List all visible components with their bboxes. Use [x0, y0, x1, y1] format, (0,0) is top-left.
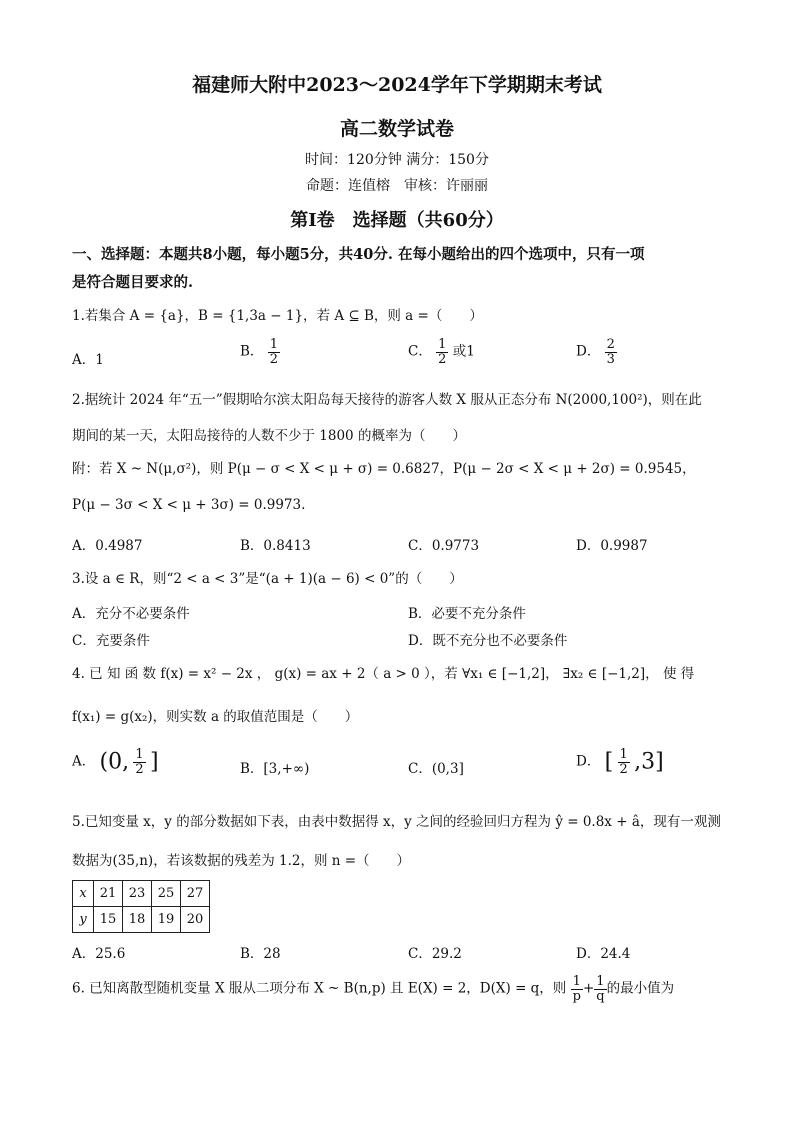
q1-option-b-num: 1: [269, 337, 278, 352]
q1-option-b-den: 2: [269, 351, 278, 367]
q2-option-c: C．0.9773: [408, 538, 480, 554]
q2-note-line2: P(μ − 3σ < X < μ + 3σ) = 0.9973.: [72, 497, 306, 513]
q5-option-b: B．28: [240, 946, 281, 962]
table-cell: 27: [181, 881, 210, 907]
q1-option-d: [576, 338, 617, 366]
q3-option-d: D．既不充分也不必要条件: [408, 633, 568, 649]
q6-fraction-1-den: p: [572, 988, 581, 1004]
q6-stem-text: 6. 已知离散型随机变量 X 服从二项分布 X ~ B(n,p) 且 E(X) = 2，D(X) = q，则: [72, 980, 567, 997]
q4-option-d: [576, 748, 664, 776]
section-instruction-1: 一、选择题：本题共8小题，每小题5分，共40分. 在每小题给出的四个选项中，只有一项: [72, 246, 645, 263]
table-cell: 15: [94, 907, 123, 933]
q6-plus: +: [582, 980, 595, 997]
q1-option-c-num: 1: [438, 337, 447, 352]
q4-option-a-den: 2: [135, 761, 144, 777]
table-row-y: [73, 907, 210, 933]
q1-option-c-suffix: 或1: [452, 343, 475, 360]
q1-option-c: [408, 338, 475, 366]
q3-option-a: A．充分不必要条件: [72, 606, 190, 622]
q4-option-a-fraction: [133, 748, 145, 776]
q6-fraction-2: [594, 975, 606, 1003]
table-cell: 18: [123, 907, 152, 933]
q4-option-c: C．(0,3]: [408, 761, 464, 777]
q1-option-c-den: 2: [438, 351, 447, 367]
q5-option-c: C．29.2: [408, 946, 462, 962]
q6-fraction-1: [571, 975, 583, 1003]
q6-stem-tail: 的最小值为: [606, 980, 675, 997]
q6-fraction-1-num: 1: [571, 975, 583, 990]
q2-option-d: D．0.9987: [576, 538, 648, 554]
q4-option-d-den: 2: [619, 761, 628, 777]
q2-stem-line1: 2.据统计 2024 年“五一”假期哈尔滨太阳岛每天接待的游客人数 X 服从正态分布 N(2000,100²)，则在此: [72, 392, 702, 408]
q5-stem-line1: 5.已知变量 x，y 的部分数据如下表，由表中数据得 x，y 之间的经验回归方程为 ŷ = 0.8x + â，现有一观测: [72, 814, 721, 830]
q2-option-a: A．0.4987: [72, 538, 143, 554]
q3-option-c: C．充要条件: [72, 633, 150, 649]
q5-data-table: [72, 880, 210, 933]
q4-stem-line1: 4. 已 知 函 数 f(x) = x² − 2x ， g(x) = ax + 2（ a > 0 ），若 ∀x₁ ∈ [−1,2]， ∃x₂ ∈ [−1,2]， 使 得: [72, 666, 695, 682]
exam-title: 福建师大附中2023～2024学年下学期期末考试: [192, 74, 602, 96]
author-info: 命题：连值榕 审核：许丽丽: [306, 178, 488, 194]
q1-option-c-label: C．: [408, 343, 432, 360]
q4-option-a-left: (0,: [99, 749, 130, 775]
exam-subtitle: 高二数学试卷: [339, 118, 454, 140]
table-cell: 20: [181, 907, 210, 933]
q1-option-d-den: 3: [606, 351, 615, 367]
q4-option-a-num: 1: [135, 747, 144, 762]
q6-fraction-2-num: 1: [594, 975, 606, 990]
q4-option-d-label: D．: [576, 753, 601, 770]
q6-stem: [72, 975, 674, 1003]
table-row-x: [73, 881, 210, 907]
q4-option-a-right: ]: [150, 749, 159, 775]
q2-stem-line2: 期间的某一天，太阳岛接待的人数不少于 1800 的概率为（ ）: [72, 428, 466, 444]
q1-option-b-label: B．: [240, 343, 264, 360]
q3-option-b: B．必要不充分条件: [408, 606, 526, 622]
q1-option-b-fraction: [268, 338, 280, 366]
q2-option-b: B．0.8413: [240, 538, 311, 554]
q6-fraction-2-den: q: [596, 988, 605, 1004]
q4-option-d-left: [: [604, 749, 614, 775]
q4-option-d-right: ,3]: [634, 749, 664, 775]
q1-option-d-label: D．: [576, 343, 601, 360]
q2-note-line1: 附：若 X ~ N(μ,σ²)，则 P(μ − σ < X < μ + σ) = 0.6827，P(μ − 2σ < X < μ + 2σ) = 0.9545，: [72, 461, 696, 477]
q3-stem: 3.设 a ∈ R，则“2 < a < 3”是“(a + 1)(a − 6) < 0”的（ ）: [72, 571, 463, 587]
q1-option-a: A．1: [72, 352, 104, 368]
time-info: 时间：120分钟 满分：150分: [305, 152, 489, 168]
section-title: 第Ⅰ卷 选择题（共60分）: [290, 210, 504, 231]
q1-option-c-fraction: [436, 338, 448, 366]
table-cell: 25: [152, 881, 181, 907]
q4-option-a: [72, 748, 159, 776]
q1-option-d-fraction: [605, 338, 617, 366]
q4-option-b: B．[3,+∞): [240, 761, 310, 777]
q5-option-d: D．24.4: [576, 946, 631, 962]
q1-option-b: [240, 338, 280, 366]
table-cell: 23: [123, 881, 152, 907]
q1-option-d-num: 2: [606, 337, 615, 352]
q5-stem-line2: 数据为(35,n)，若该数据的残差为 1.2，则 n =（ ）: [72, 853, 411, 869]
table-cell: 19: [152, 907, 181, 933]
q5-option-a: A．25.6: [72, 946, 126, 962]
table-cell: 21: [94, 881, 123, 907]
q4-option-a-label: A．: [72, 753, 96, 770]
table-x-label: x: [73, 881, 94, 907]
q4-stem-line2: f(x₁) = g(x₂)，则实数 a 的取值范围是（ ）: [72, 709, 359, 725]
q1-stem: 1.若集合 A = {a}，B = {1,3a − 1}，若 A ⊆ B，则 a =（ ）: [72, 308, 483, 324]
table-y-label: y: [73, 907, 94, 933]
q4-option-d-fraction: [618, 748, 630, 776]
section-instruction-2: 是符合题目要求的.: [72, 274, 194, 291]
q4-option-d-num: 1: [619, 747, 628, 762]
